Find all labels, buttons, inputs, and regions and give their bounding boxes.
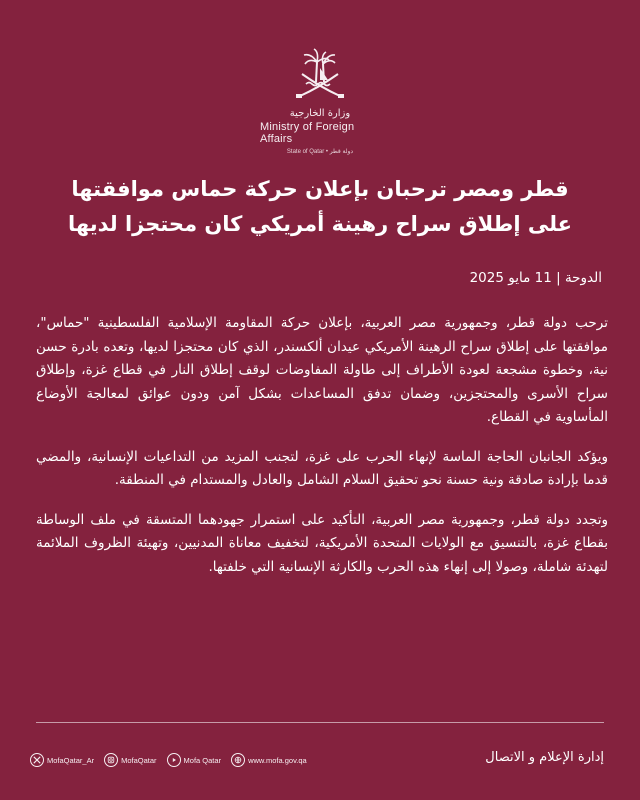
youtube-icon xyxy=(167,753,181,767)
paragraph-2: ويؤكد الجانبان الحاجة الماسة لإنهاء الحرب على غزة، لتجنب المزيد من التداعيات الإنسانية، والمضي قدما بإرادة صادقة ونية حسنة نحو تحقيق السلام الشامل والعادل والمستدام في المنطقة. xyxy=(36,448,608,488)
department-name: إدارة الإعلام و الاتصال xyxy=(485,750,604,765)
title-line-2: على إطلاق سراح رهينة أمريكي كان محتجزا لديها xyxy=(68,212,572,236)
social-handle: Mofa Qatar xyxy=(183,755,222,765)
x-icon xyxy=(30,753,44,767)
ministry-name-ar: وزارة الخارجية xyxy=(289,108,351,119)
social-youtube[interactable] xyxy=(167,753,222,767)
paragraph-3: وتجدد دولة قطر، وجمهورية مصر العربية، التأكيد على استمرار جهودهما المتسقة في ملف الوساطة بقطاع غزة، بالتنسيق مع الولايات المتحدة الأمريكية، لتخفيف معاناة المدنيين، وتهيئة الظروف الملائمة لتهدئة شاملة، وصولا إلى إنهاء هذه الحرب والكارثة الإنسانية التي خلفتها. xyxy=(36,511,608,575)
globe-icon xyxy=(231,753,245,767)
social-handle: MofaQatar xyxy=(121,755,157,765)
page-title xyxy=(40,172,600,242)
social-instagram[interactable] xyxy=(104,753,156,767)
social-handle: www.mofa.gov.qa xyxy=(248,755,307,765)
social-links xyxy=(30,750,307,770)
dateline: الدوحة | 11 مايو 2025 xyxy=(469,270,602,286)
ministry-logo xyxy=(260,44,380,164)
title-line-1: قطر ومصر ترحبان بإعلان حركة حماس موافقتها xyxy=(71,177,569,201)
paragraph-1: ترحب دولة قطر، وجمهورية مصر العربية، بإعلان حركة المقاومة الإسلامية الفلسطينية "حماس"، موافقتها على إطلاق سراح الرهينة الأمريكي عيدان ألكسندر، الذي كان محتجزا لديها، وتعده بادرة حسن نية، وخطوة مشجعة لعودة الأطراف إلى طاولة المفاوضات لوقف إطلاق النار في قطاع غزة، وإطلاق سراح الأسرى والمحتجزين، وضمان تدفق المساعدات بشكل آمن ودون عوائق لمعالجة الأوضاع المأساوية في القطاع. xyxy=(36,315,608,425)
ministry-name-en: Ministry of Foreign Affairs xyxy=(260,121,355,145)
emblem-icon xyxy=(288,44,352,106)
instagram-icon xyxy=(104,753,118,767)
social-handle: MofaQatar_Ar xyxy=(47,755,95,765)
social-website[interactable] xyxy=(231,753,307,767)
social-x[interactable] xyxy=(30,753,94,767)
state-line: State of Qatar • دولة قطر xyxy=(286,149,354,155)
statement-body xyxy=(36,312,608,595)
footer-divider xyxy=(36,722,604,723)
